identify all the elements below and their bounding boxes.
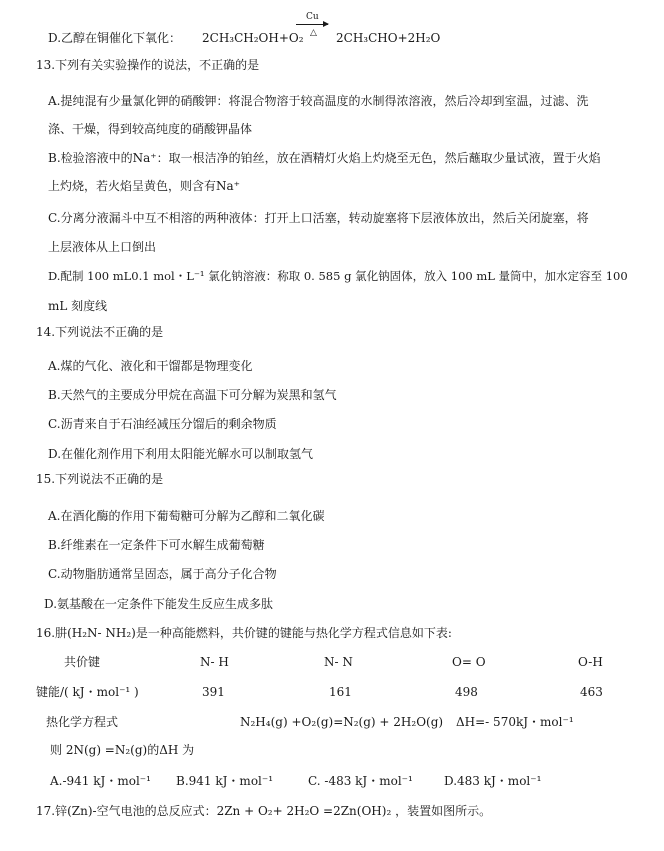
q16-option: A.-941 kJ・mol⁻¹	[50, 774, 151, 788]
q17-stem: 17.锌(Zn)-空气电池的总反应式：2Zn + O₂+ 2H₂O =2Zn(OH)₂ ，装置如图所示。	[36, 804, 492, 818]
thermo-equation-label: 热化学方程式	[46, 715, 119, 729]
q13-option-c-line2: 上层液体从上口倒出	[48, 240, 157, 254]
bond-energy-value: 391	[202, 685, 225, 699]
q13-option-c-line1: C.分离分液漏斗中互不相溶的两种液体：打开上口活塞，转动旋塞将下层液体放出，然后关闭旋塞，将	[48, 211, 589, 225]
q15-option-a: A.在酒化酶的作用下葡萄糖可分解为乙醇和二氧化碳	[48, 509, 325, 523]
q13-option-b-line1: B.检验溶液中的Na⁺：取一根洁净的铂丝，放在酒精灯火焰上灼烧至无色，然后蘸取少量试液，置于火焰	[48, 151, 601, 165]
bond-energy-label: 键能/( kJ・mol⁻¹ )	[36, 685, 139, 699]
q13-option-d-line1: D.配制 100 mL0.1 mol・L⁻¹ 氯化钠溶液：称取 0. 585 g 氯化钠固体，放入 100 mL 量筒中，加水定容至 100	[48, 269, 628, 283]
q13-option-d-line2: mL 刻度线	[48, 299, 108, 313]
bond-energy-value: 498	[455, 685, 478, 699]
thermo-delta-h: ΔH=- 570kJ・mol⁻¹	[456, 715, 574, 729]
q12-equation-rhs: 2CH₃CHO+2H₂O	[336, 31, 441, 45]
bond-energy-value: 463	[580, 685, 603, 699]
q12-catalyst: Cu	[306, 12, 319, 22]
q16-option: C. -483 kJ・mol⁻¹	[308, 774, 413, 788]
q16-ask: 则 2N(g) =N₂(g)的ΔH 为	[50, 743, 195, 757]
thermo-equation: N₂H₄(g) +O₂(g)=N₂(g) + 2H₂O(g)	[240, 715, 444, 729]
q13-option-a-line2: 涤、干燥，得到较高纯度的硝酸钾晶体	[48, 122, 253, 136]
q14-option-a: A.煤的气化、液化和干馏都是物理变化	[48, 359, 253, 373]
bond-energy-value: 161	[329, 685, 352, 699]
q12-option-d-prefix: D.乙醇在铜催化下氧化：	[48, 31, 182, 45]
q14-option-b: B.天然气的主要成分甲烷在高温下可分解为炭黑和氢气	[48, 388, 337, 402]
bond-table-header: O= O	[452, 655, 486, 669]
q12-heat: △	[310, 28, 317, 38]
q15-stem: 15.下列说法不正确的是	[36, 472, 164, 486]
q13-stem: 13.下列有关实验操作的说法，不正确的是	[36, 58, 260, 72]
q14-option-c: C.沥青来自于石油经减压分馏后的剩余物质	[48, 417, 277, 431]
bond-table-header: N- N	[324, 655, 353, 669]
bond-table-header: O-H	[578, 655, 603, 669]
q15-option-c: C.动物脂肪通常呈固态，属于高分子化合物	[48, 567, 277, 581]
bond-table-header: N- H	[200, 655, 229, 669]
q13-option-a-line1: A.提纯混有少量氯化钾的硝酸钾：将混合物溶于较高温度的水制得浓溶液，然后冷却到室温，过滤、洗	[48, 94, 589, 108]
q12-reaction-arrow	[296, 24, 328, 25]
q15-option-d: D.氨基酸在一定条件下能发生反应生成多肽	[44, 597, 274, 611]
q16-option: D.483 kJ・mol⁻¹	[444, 774, 542, 788]
q12-equation-lhs: 2CH₃CH₂OH+O₂	[202, 31, 304, 45]
bond-table-header: 共价键	[64, 655, 101, 669]
q16-stem: 16.肼(H₂N- NH₂)是一种高能燃料，共价键的键能与热化学方程式信息如下表:	[36, 626, 452, 640]
q15-option-b: B.纤维素在一定条件下可水解生成葡萄糖	[48, 538, 265, 552]
q16-option: B.941 kJ・mol⁻¹	[176, 774, 274, 788]
q13-option-b-line2: 上灼烧，若火焰呈黄色，则含有Na⁺	[48, 179, 240, 193]
q14-stem: 14.下列说法不正确的是	[36, 325, 164, 339]
q14-option-d: D.在催化剂作用下利用太阳能光解水可以制取氢气	[48, 447, 314, 461]
